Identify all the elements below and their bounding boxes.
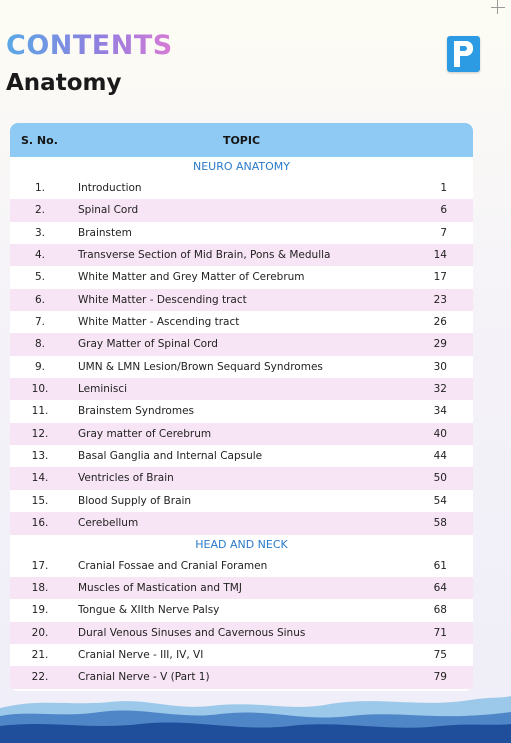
row-page: 44 xyxy=(433,450,447,463)
row-title: Spinal Cord xyxy=(78,204,139,217)
row-title: Gray matter of Cerebrum xyxy=(78,427,212,440)
row-number: 10. xyxy=(31,383,49,396)
row-number: 2. xyxy=(34,204,46,217)
row-number: 18. xyxy=(31,581,49,594)
row-title: Cranial Nerve - V (Part 1) xyxy=(78,671,210,684)
section-neuro-anatomy xyxy=(10,157,473,535)
section-head-and-neck xyxy=(10,535,473,689)
row-number: 8. xyxy=(34,338,46,351)
row-number: 17. xyxy=(31,559,49,572)
row-page: 58 xyxy=(433,517,447,530)
row-page: 34 xyxy=(433,405,447,418)
row-title: Ventricles of Brain xyxy=(78,472,174,485)
subject-heading: Anatomy xyxy=(6,70,122,96)
row-page: 75 xyxy=(433,648,447,661)
row-title: Dural Venous Sinuses and Cavernous Sinus xyxy=(78,626,306,639)
row-title: Cranial Nerve - III, IV, VI xyxy=(78,648,204,661)
row-title: Basal Ganglia and Internal Capsule xyxy=(78,450,263,463)
row-title: Cranial Fossae and Cranial Foramen xyxy=(78,559,268,572)
row-page: 7 xyxy=(440,226,447,239)
column-header-topic: TOPIC xyxy=(222,134,261,147)
row-number: 4. xyxy=(34,249,46,262)
table-row[interactable] xyxy=(10,512,473,534)
row-page: 79 xyxy=(433,671,447,684)
row-number: 1. xyxy=(34,182,46,194)
table-row[interactable] xyxy=(10,467,473,489)
row-page: 68 xyxy=(433,604,447,617)
row-page: 29 xyxy=(433,338,447,351)
table-row[interactable] xyxy=(10,622,473,644)
row-page: 54 xyxy=(433,494,447,507)
page-title: CONTENTS xyxy=(6,30,173,61)
row-title: Cerebellum xyxy=(78,517,139,530)
row-number: 15. xyxy=(31,494,49,507)
table-row[interactable] xyxy=(10,423,473,445)
row-page: 50 xyxy=(433,472,447,485)
row-number: 14. xyxy=(31,472,49,485)
crosshair-icon xyxy=(491,0,505,14)
contents-table xyxy=(10,123,473,691)
row-page: 71 xyxy=(433,626,447,639)
row-number: 20. xyxy=(31,626,49,639)
table-row[interactable] xyxy=(10,555,473,577)
table-row[interactable] xyxy=(10,644,473,666)
row-title: Blood Supply of Brain xyxy=(78,494,192,507)
row-title: Tongue & XIIth Nerve Palsy xyxy=(78,604,220,617)
table-row[interactable] xyxy=(10,333,473,355)
row-number: 16. xyxy=(31,517,49,530)
row-number: 13. xyxy=(31,450,49,463)
row-page: 32 xyxy=(433,383,447,396)
table-row[interactable] xyxy=(10,177,473,199)
row-page: 61 xyxy=(433,559,447,572)
row-number: 3. xyxy=(34,226,46,239)
row-page: 26 xyxy=(433,316,447,329)
row-page: 17 xyxy=(433,271,447,284)
row-page: 6 xyxy=(440,204,447,217)
row-number: 7. xyxy=(34,316,46,329)
table-row[interactable] xyxy=(10,599,473,621)
row-title: Muscles of Mastication and TMJ xyxy=(78,581,242,594)
row-page: 30 xyxy=(433,360,447,373)
row-number: 5. xyxy=(34,271,46,284)
row-number: 11. xyxy=(31,405,49,418)
table-row[interactable] xyxy=(10,445,473,467)
row-title: White Matter - Descending tract xyxy=(78,293,247,306)
section-rows xyxy=(10,555,473,689)
row-title: Brainstem xyxy=(78,226,132,239)
section-heading: HEAD AND NECK xyxy=(10,535,473,555)
row-title: Gray Matter of Spinal Cord xyxy=(78,338,218,351)
table-row[interactable] xyxy=(10,266,473,288)
row-title: Introduction xyxy=(78,182,142,194)
row-number: 22. xyxy=(31,671,49,684)
row-title: White Matter and Grey Matter of Cerebrum xyxy=(78,271,305,284)
table-row[interactable] xyxy=(10,577,473,599)
row-page: 1 xyxy=(440,182,447,194)
row-page: 40 xyxy=(433,427,447,440)
table-row[interactable] xyxy=(10,400,473,422)
row-page: 14 xyxy=(433,249,447,262)
table-row[interactable] xyxy=(10,199,473,221)
table-row[interactable] xyxy=(10,222,473,244)
table-row[interactable] xyxy=(10,490,473,512)
row-page: 64 xyxy=(433,581,447,594)
row-title: White Matter - Ascending tract xyxy=(78,316,240,329)
row-title: Brainstem Syndromes xyxy=(78,405,195,418)
wave-illustration xyxy=(0,688,511,743)
row-title: UMN & LMN Lesion/Brown Sequard Syndromes xyxy=(78,360,323,373)
table-row[interactable] xyxy=(10,289,473,311)
table-row[interactable] xyxy=(10,356,473,378)
row-page: 23 xyxy=(433,293,447,306)
row-title: Transverse Section of Mid Brain, Pons & Medulla xyxy=(78,249,331,262)
table-row[interactable] xyxy=(10,378,473,400)
table-row[interactable] xyxy=(10,311,473,333)
row-number: 9. xyxy=(34,360,46,373)
section-heading: NEURO ANATOMY xyxy=(10,157,473,177)
row-number: 21. xyxy=(31,648,49,661)
table-row[interactable] xyxy=(10,666,473,688)
table-header xyxy=(10,123,473,157)
row-number: 19. xyxy=(31,604,49,617)
column-header-sno: S. No. xyxy=(21,134,58,147)
table-row[interactable] xyxy=(10,244,473,266)
row-title: Leminisci xyxy=(78,383,128,396)
row-number: 12. xyxy=(31,427,49,440)
p-logo-icon xyxy=(447,36,480,72)
row-number: 6. xyxy=(34,293,46,306)
section-rows xyxy=(10,177,473,535)
